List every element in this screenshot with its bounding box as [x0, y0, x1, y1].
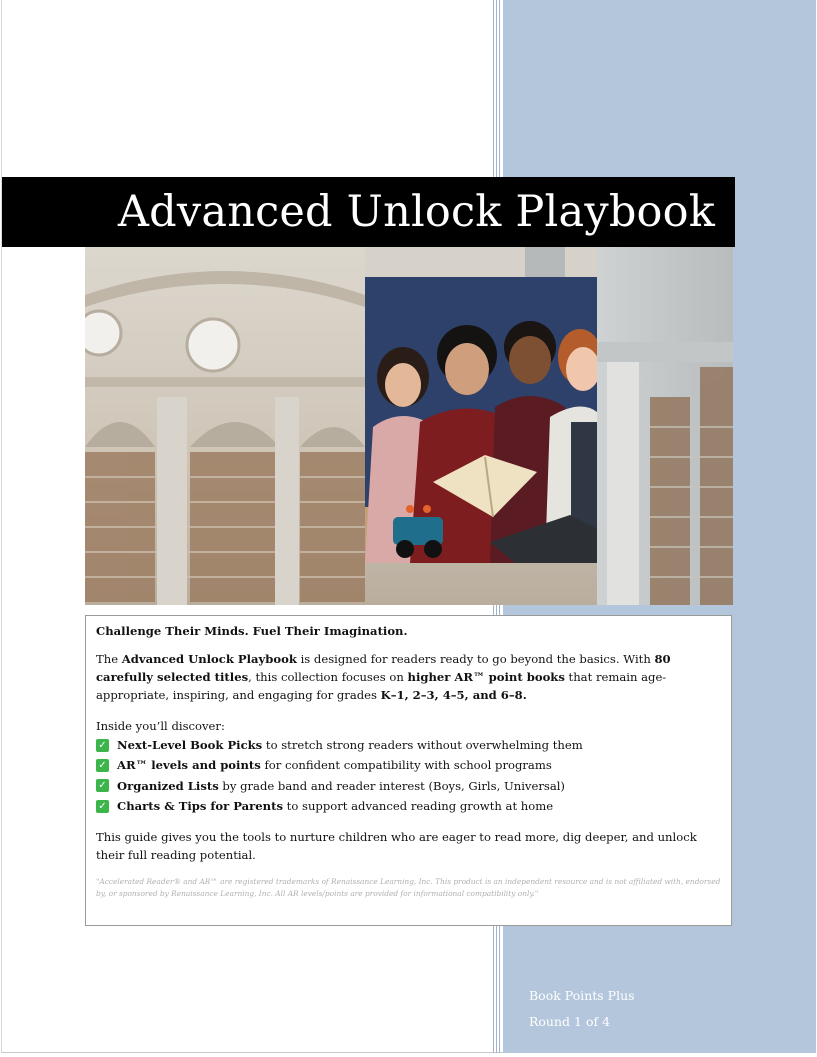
- list-intro: Inside you’ll discover:: [96, 719, 225, 733]
- list-item: ✓ Charts & Tips for Parents to support advanced reading growth at home: [96, 797, 721, 815]
- check-box-icon: ✓: [96, 759, 109, 772]
- title-bar: [2, 177, 735, 247]
- check-box-icon: ✓: [96, 739, 109, 752]
- list-item: ✓ Organized Lists by grade band and reader interest (Boys, Girls, Universal): [96, 777, 721, 795]
- description-box: [85, 615, 732, 926]
- round-label: Round 1 of 4: [529, 1014, 611, 1029]
- students-illustration: [365, 277, 597, 563]
- closing-paragraph: This guide gives you the tools to nurture children who are eager to read more, dig deeper, and unlock their full reading potential.: [96, 830, 697, 863]
- list-item: ✓ AR™ levels and points for confident compatibility with school programs: [96, 756, 721, 774]
- feature-list: [96, 736, 721, 815]
- students-reading-photo: [365, 277, 597, 563]
- hero-image: [85, 247, 733, 605]
- trademark-disclaimer: "Accelerated Reader® and AR™ are registered trademarks of Renaissance Learning, Inc. This product is an independent resource and is not affiliated with, endorsed by, or sponsored by Renaissance Learning, Inc. All AR levels/points are provided for informational compatibility only.": [96, 877, 721, 899]
- description-paragraph: The Advanced Unlock Playbook is designed for readers ready to go beyond the basics. With 80 carefully selected titles, this collection focuses on higher AR™ point books that remain age-appropriate, inspiring, and engaging for grades K–1, 2–3, 4–5, and 6–8.: [96, 652, 671, 702]
- check-box-icon: ✓: [96, 800, 109, 813]
- check-box-icon: ✓: [96, 779, 109, 792]
- headline: Challenge Their Minds. Fuel Their Imagination.: [96, 624, 408, 638]
- page-title: Advanced Unlock Playbook: [117, 187, 715, 237]
- brand-name: Book Points Plus: [529, 988, 635, 1003]
- list-item: ✓ Next-Level Book Picks to stretch strong readers without overwhelming them: [96, 736, 721, 754]
